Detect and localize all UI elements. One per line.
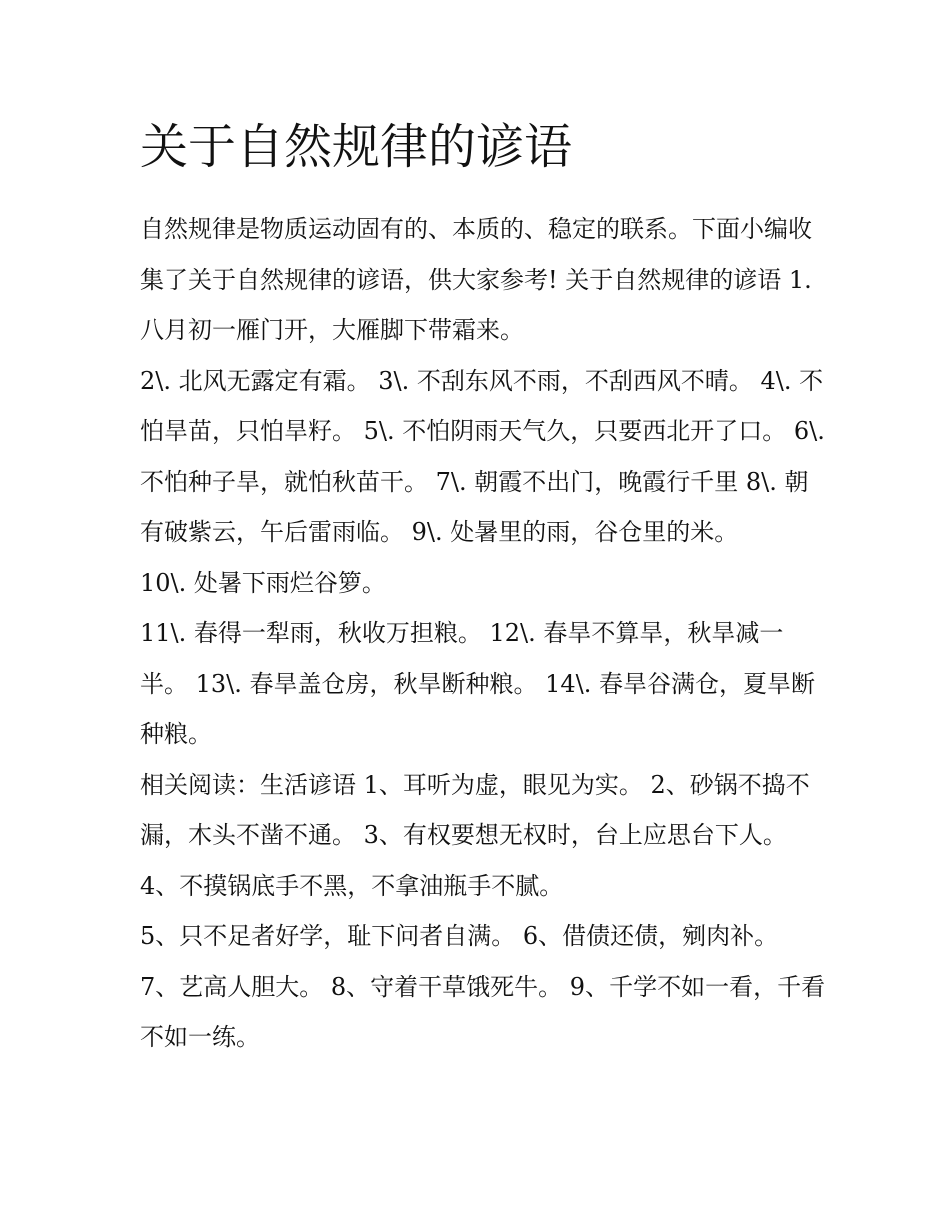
paragraph-related-reading: 相关阅读：生活谚语 1、耳听为虚，眼见为实。 2、砂锅不捣不漏，木头不凿不通。 3、有权要想无权时，台上应思台下人。 4、不摸锅底手不黑，不拿油瓶手不腻。	[140, 770, 810, 900]
paragraph-proverbs-2-6: 2\. 北风无露定有霜。 3\. 不刮东风不雨，不刮西风不晴。 4\. 不怕旱苗，只怕旱籽。 5\. 不怕阴雨天气久，只要西北开了口。 6\.	[140, 366, 825, 445]
paragraph-proverbs-11-14: 11\. 春得一犁雨，秋收万担粮。 12\. 春旱不算旱，秋旱减一半。 13\. 春旱盖仓房，秋旱断种粮。 14\. 春旱谷满仓，夏旱断种粮。	[140, 619, 816, 748]
paragraph-life-proverbs-7-9: 7、艺高人胆大。 8、守着干草饿死牛。 9、千学不如一看，千看不如一练。	[140, 972, 826, 1051]
paragraph-proverb-10: 10\. 处暑下雨烂谷箩。	[140, 568, 386, 597]
document-title: 关于自然规律的谚语	[140, 119, 573, 175]
document-page	[140, 112, 830, 1063]
paragraph-intro: 自然规律是物质运动固有的、本质的、稳定的联系。下面小编收集了关于自然规律的谚语，供大家参考! 关于自然规律的谚语 1.八月初一雁门开，大雁脚下带霜来。	[140, 215, 812, 344]
paragraph-life-proverbs-5-6: 5、只不足者好学，耻下问者自满。 6、借债还债，剜肉补。	[140, 922, 779, 950]
paragraph-proverbs-6-9: 不怕种子旱，就怕秋苗干。 7\. 朝霞不出门，晚霞行千里 8\. 朝有破紫云，午后雷雨临。 9\. 处暑里的雨，谷仓里的米。	[140, 467, 809, 546]
